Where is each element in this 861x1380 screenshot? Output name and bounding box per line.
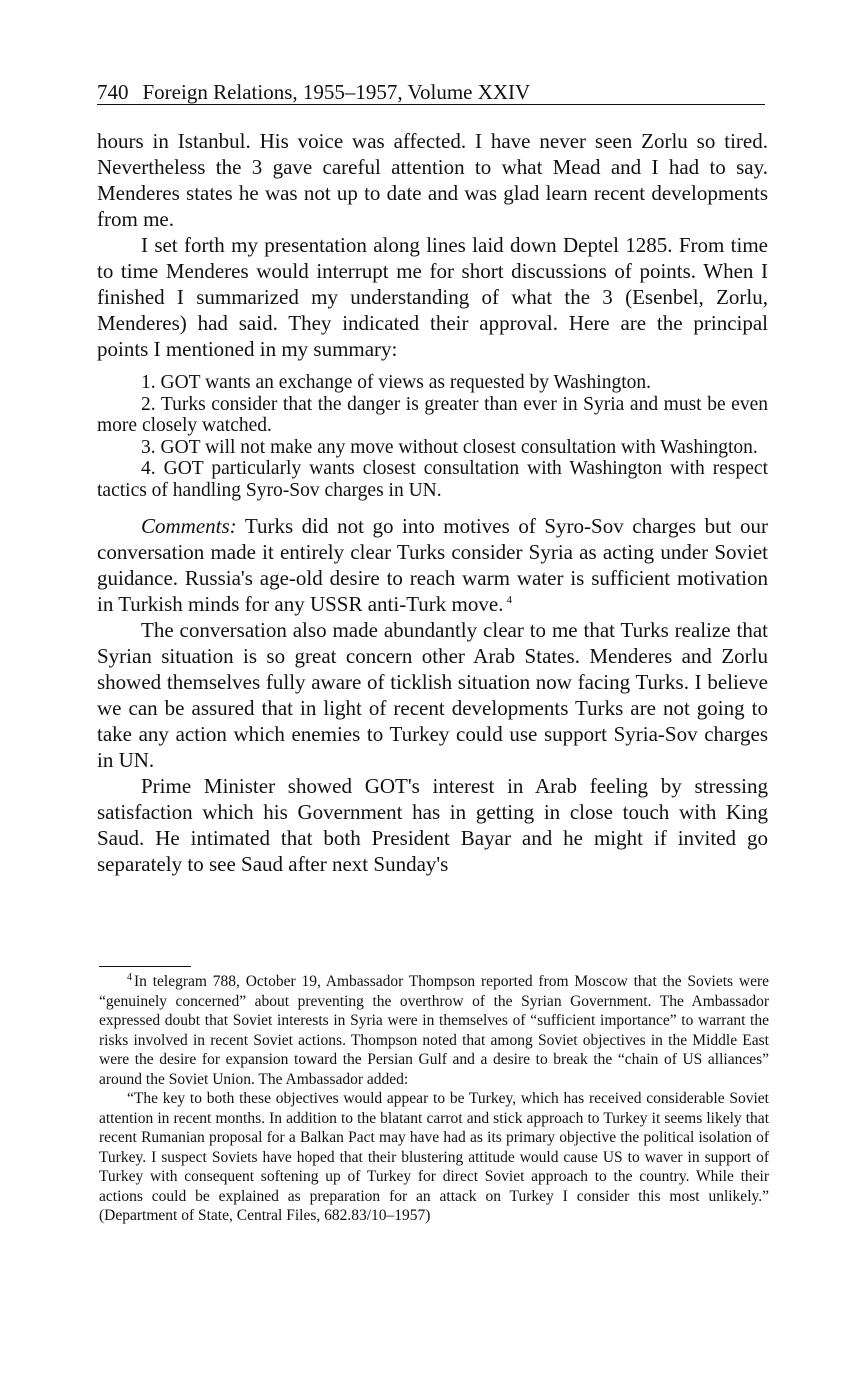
paragraph-2: I set forth my presentation along lines laid down Deptel 1285. From time to time Menderes would interrupt me for short discussions of points. When I finished I summarized my understanding of what the 3 (Esenbel, Zorlu, Menderes) had said. They indicated their approval. Here are the principal points I mentioned in my summary:: [97, 233, 768, 361]
footnote-reference[interactable]: 4: [506, 594, 512, 606]
footnote-marker: 4: [127, 971, 132, 983]
paragraph-1: hours in Istanbul. His voice was affected. I have never seen Zorlu so tired. Nevertheless the 3 gave careful attention to what Mead and I had to say. Menderes states he was not up to date and was glad learn recent developments from me.: [97, 129, 768, 231]
comments-paragraph: [97, 513, 768, 617]
list-item: 2. Turks consider that the danger is greater than ever in Syria and must be even more closely watched.: [97, 393, 768, 436]
running-header: [97, 80, 765, 105]
footnote-4: [99, 972, 769, 1226]
footnote-paragraph-1: [99, 972, 769, 1089]
page-number: 740: [97, 80, 129, 104]
footnote-paragraph-2: “The key to both these objectives would appear to be Turkey, which has received considerable Soviet attention in recent months. In addition to the blatant carrot and stick approach to Turkey it seems likely that recent Rumanian proposal for a Balkan Pact may have had as its primary objective the political isolation of Turkey. I suspect Soviets have hoped that their blustering attitude would cause US to waver in support of Turkey with consequent softening up of Turkey for direct Soviet approach to the country. While their actions could be explained as preparation for an attack on Turkey I consider this most unlikely.” (Department of State, Central Files, 682.83/10–1957): [99, 1090, 769, 1224]
list-item: 3. GOT will not make any move without closest consultation with Washington.: [141, 436, 758, 458]
list-item: 4. GOT particularly wants closest consultation with Washington with respect tactics of handling Syro-Sov charges in UN.: [97, 458, 768, 501]
comments-text: Turks did not go into motives of Syro-Sov charges but our conversation made it entirely clear Turks consider Syria as acting under Soviet guidance. Russia's age-old desire to reach warm water is sufficient motivation in Turkish minds for any USSR anti-Turk move.: [97, 514, 768, 616]
footnote-divider: [99, 966, 191, 967]
paragraph-4: The conversation also made abundantly clear to me that Turks realize that Syrian situation is so great concern other Arab States. Menderes and Zorlu showed themselves fully aware of ticklish situation now facing Turks. I believe we can be assured that in light of recent developments Turks are not going to take any action which enemies to Turkey could use support Syria-Sov charges in UN.: [97, 618, 768, 772]
list-item: 1. GOT wants an exchange of views as requested by Washington.: [141, 372, 652, 393]
summary-points-list: [97, 372, 768, 501]
footnote-text-1: In telegram 788, October 19, Ambassador Thompson reported from Moscow that the Soviets were “genuinely concerned” about preventing the overthrow of the Syrian Government. The Ambassador expressed doubt that Soviet interests in Syria were in themselves of “sufficient importance” to warrant the risks involved in recent Soviet actions. Thompson noted that among Soviet objectives in the Middle East were the desire for expansion toward the Persian Gulf and a desire to break the “chain of US alliances” around the Soviet Union. The Ambassador added:: [99, 973, 769, 1088]
running-title: Foreign Relations, 1955–1957, Volume XXIV: [142, 80, 531, 104]
paragraph-5: Prime Minister showed GOT's interest in Arab feeling by stressing satisfaction which his Government has in getting in close touch with King Saud. He intimated that both President Bayar and he might if invited go separately to see Saud after next Sunday's: [97, 774, 768, 876]
main-text: [97, 128, 768, 877]
comments-label: Comments:: [141, 514, 237, 538]
